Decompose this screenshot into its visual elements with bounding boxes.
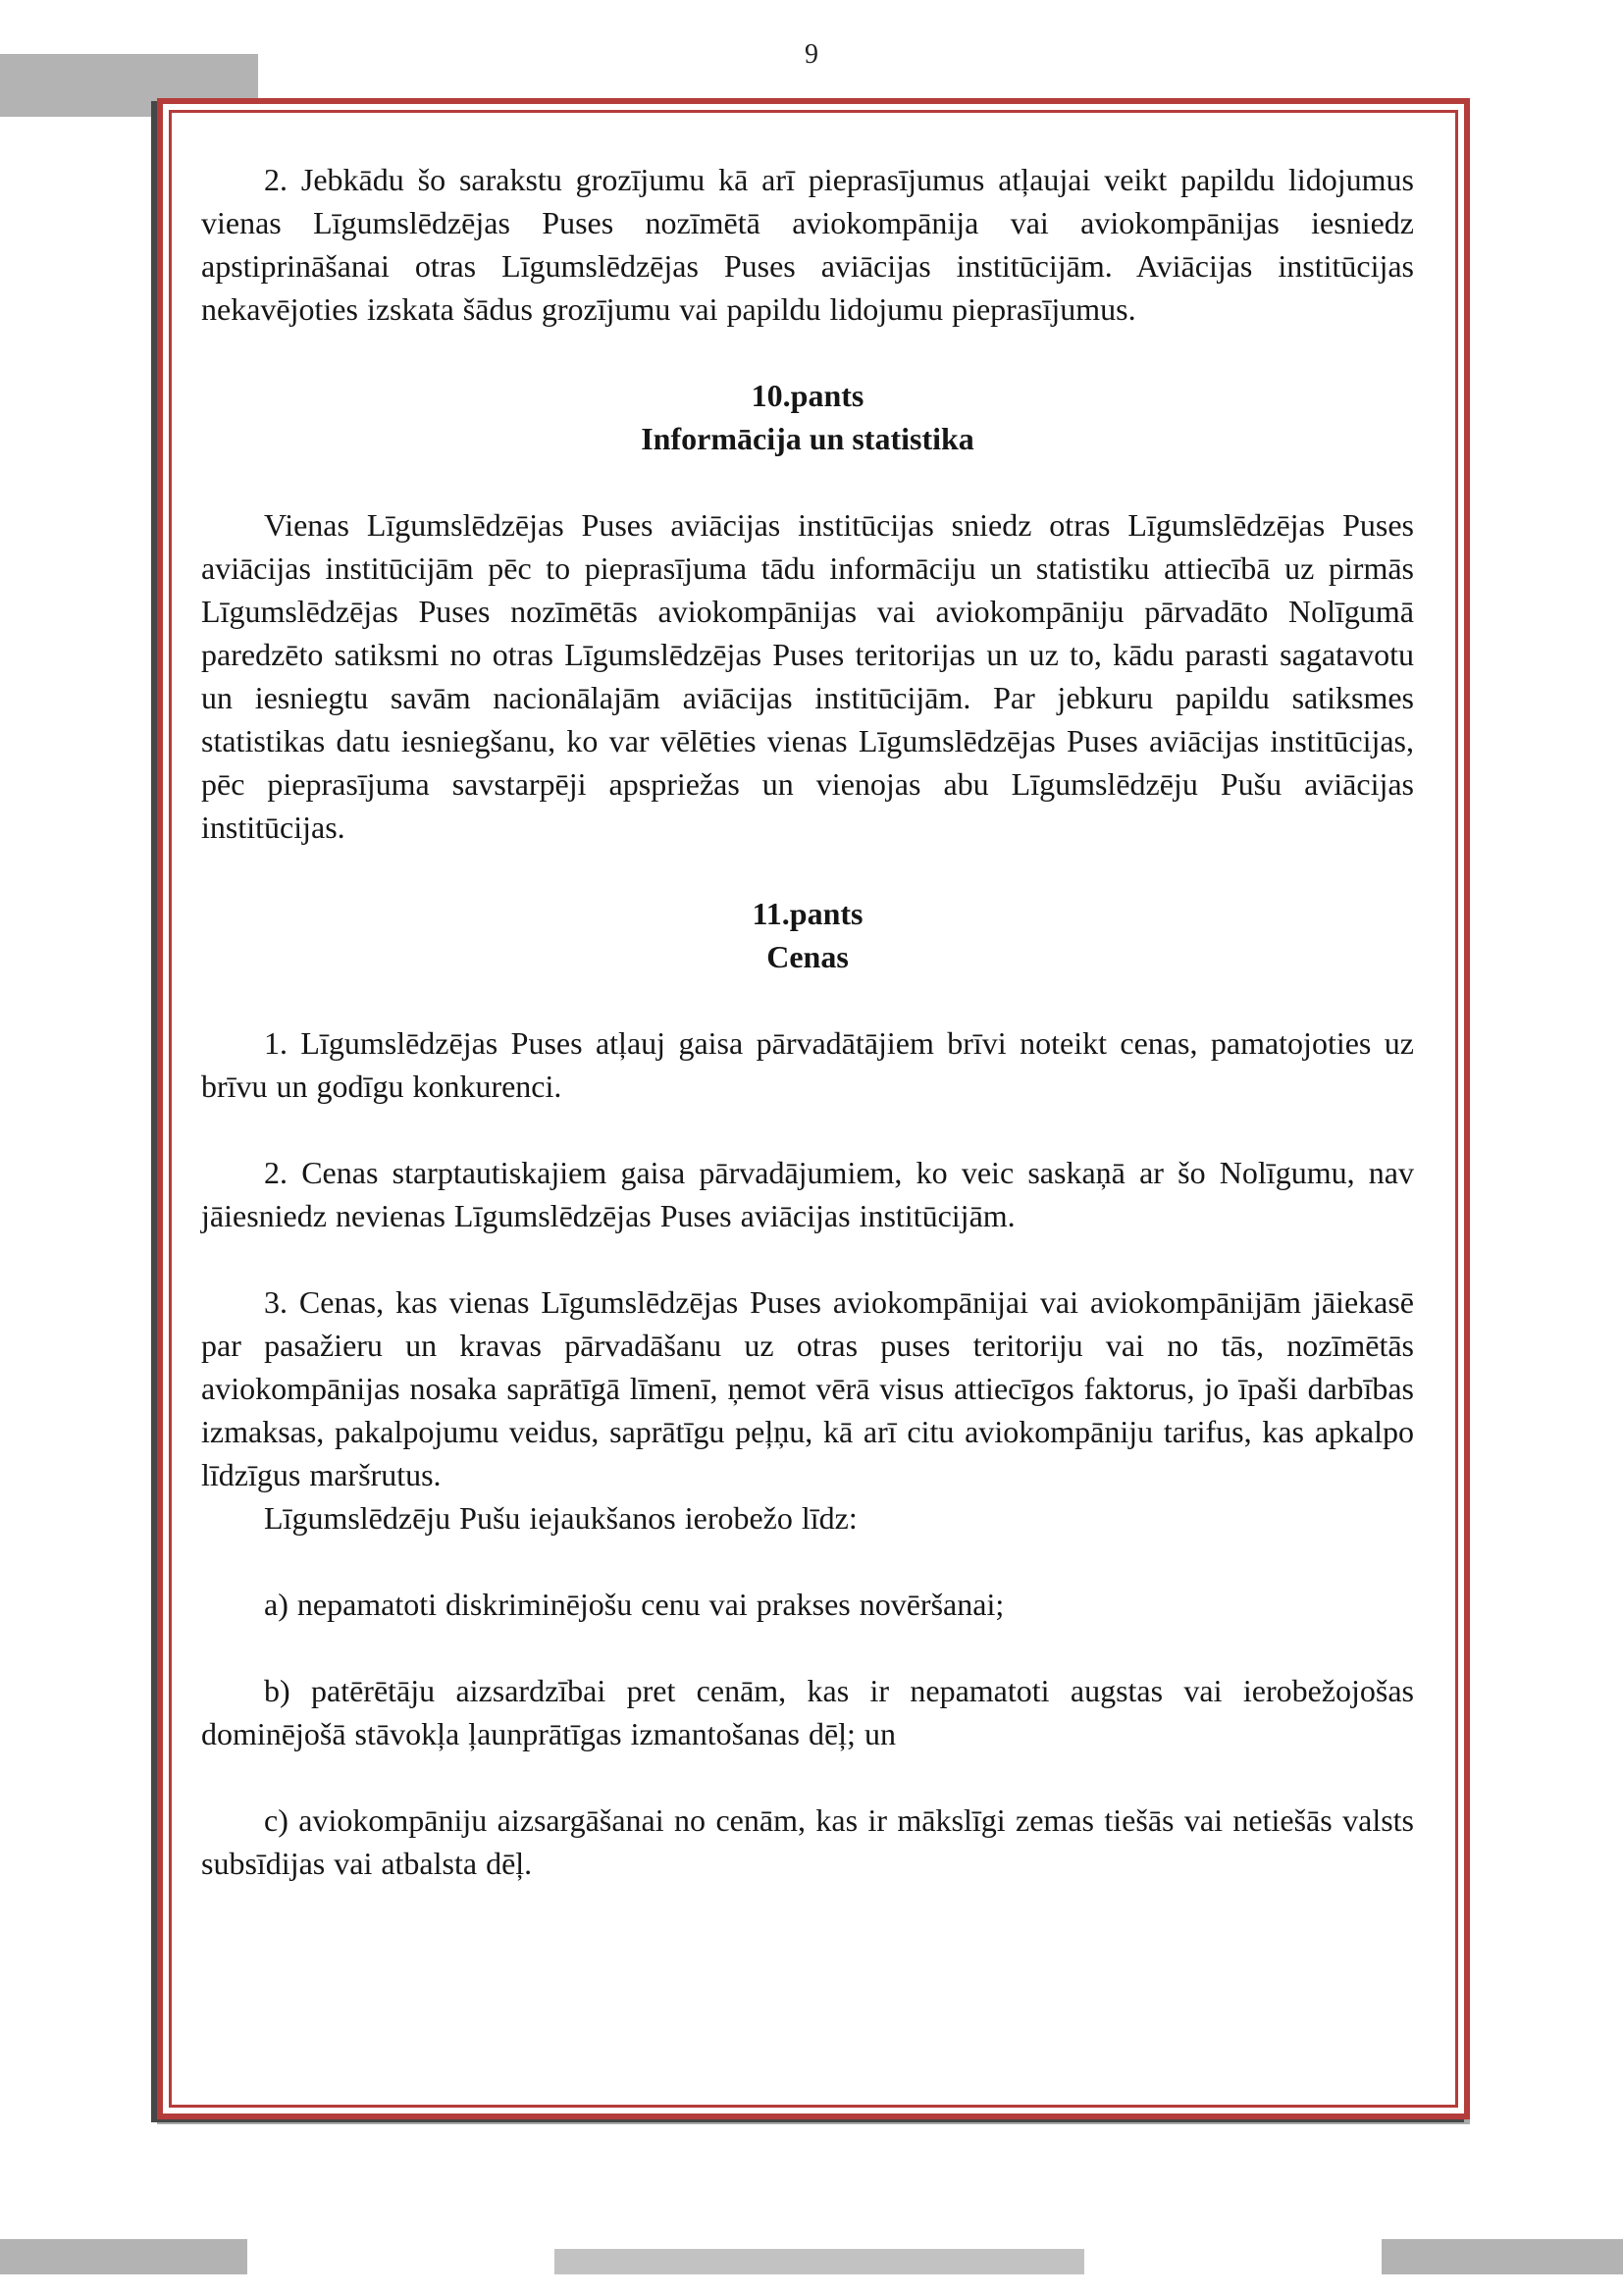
page-number: 9 xyxy=(805,39,818,70)
article-10-body: Vienas Līgumslēdzējas Puses aviācijas institūcijas sniedz otras Līgumslēdzējas Puses aviācijas institūcijām pēc to pieprasījuma tādu informāciju un statistiku attiecībā uz pirmās Līgumslēdzējas Puses nozīmētās aviokompānijas vai aviokompāniju pārvadāto Nolīgumā paredzēto satiksmi no otras Līgumslēdzējas Puses teritorijas un uz to, kādu parasti sagatavotu un iesniegtu savām nacionālajām aviācijas institūcijām. Par jebkuru papildu satiksmes statistikas datu iesniegšanu, ko var vēlēties vienas Līgumslēdzējas Puses aviācijas institūcijas, pēc pieprasījuma savstarpēji apspriežas un vienojas abu Līgumslēdzēju Pušu aviācijas institūcijas. xyxy=(201,507,1414,845)
scan-artifact-bottom-center xyxy=(554,2249,1084,2274)
scan-artifact-bottom-left xyxy=(0,2239,247,2274)
article-11-item-c: c) aviokompāniju aizsargāšanai no cenām, kas ir mākslīgi zemas tiešās vai netiešās valsts subsīdijas vai atbalsta dēļ. xyxy=(201,1802,1414,1881)
article-11-item-a: a) nepamatoti diskriminējošu cenu vai prakses novēršanai; xyxy=(264,1587,1005,1622)
article-11-clause-1: 1. Līgumslēdzējas Puses atļauj gaisa pārvadātājiem brīvi noteikt cenas, pamatojoties uz brīvu un godīgu konkurenci. xyxy=(201,1025,1414,1104)
document-border-frame xyxy=(157,98,1470,2119)
article-11-item-b: b) patērētāju aizsardzībai pret cenām, kas ir nepamatoti augstas vai ierobežojošas dominējošā stāvokļa ļaunprātīgas izmantošanas dēļ; un xyxy=(201,1673,1414,1751)
article-10-title: Informācija un statistika xyxy=(641,421,974,456)
clause-2-paragraph: 2. Jebkādu šo sarakstu grozījumu kā arī pieprasījumus atļaujai veikt papildu lidojumus vienas Līgumslēdzējas Puses nozīmētā aviokompānija vai aviokompānijas iesniedz apstiprināšanai otras Līgumslēdzējas Puses aviācijas institūcijām. Aviācijas institūcijas nekavējoties izskata šādus grozījumu vai papildu lidojumu pieprasījumus. xyxy=(201,162,1414,327)
article-11-clause-2: 2. Cenas starptautiskajiem gaisa pārvadājumiem, ko veic saskaņā ar šo Nolīgumu, nav jāiesniedz nevienas Līgumslēdzējas Puses aviācijas institūcijām. xyxy=(201,1155,1414,1233)
article-10-heading xyxy=(201,374,1414,460)
document-border-frame-inner xyxy=(169,110,1458,2108)
article-10-number: 10.pants xyxy=(751,378,864,413)
document-body xyxy=(201,158,1414,1885)
article-11-clause-3: 3. Cenas, kas vienas Līgumslēdzējas Puses aviokompānijai vai aviokompānijām jāiekasē par pasažieru un kravas pārvadāšanu uz otras puses teritoriju vai no tās, nozīmētās aviokompānijas nosaka saprātīgā līmenī, ņemot vērā visus attiecīgos faktorus, jo īpaši darbības izmaksas, pakalpojumu veidus, saprātīgu peļņu, kā arī citu aviokompāniju tarifus, kas apkalpo līdzīgus maršrutus. xyxy=(201,1284,1414,1492)
article-11-number: 11.pants xyxy=(752,896,864,931)
article-11-heading xyxy=(201,892,1414,978)
article-11-intervention-line: Līgumslēdzēju Pušu iejaukšanos ierobežo līdz: xyxy=(264,1500,858,1536)
scan-artifact-bottom-right xyxy=(1382,2239,1623,2274)
article-11-title: Cenas xyxy=(766,939,849,974)
